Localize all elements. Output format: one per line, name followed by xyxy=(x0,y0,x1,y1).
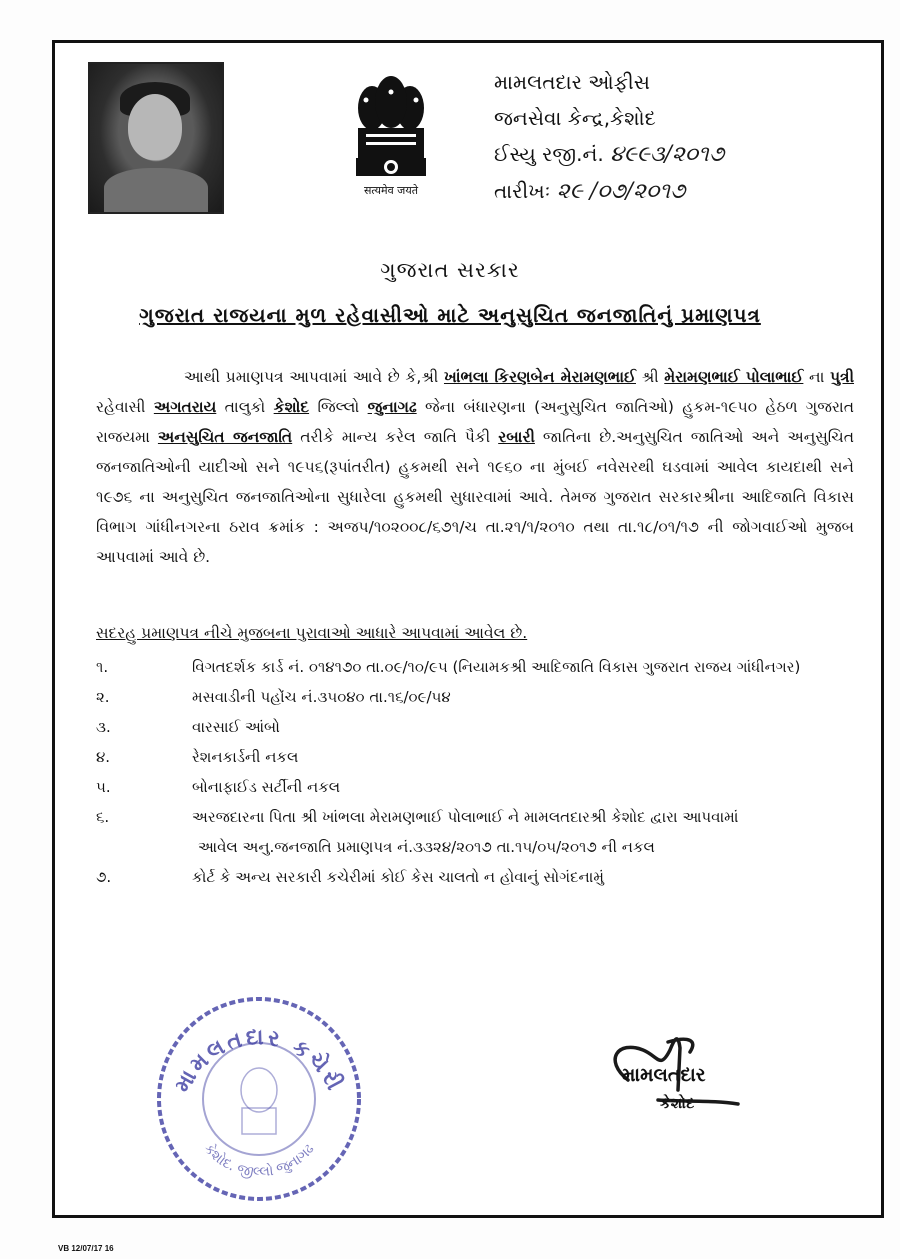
list-item xyxy=(96,652,856,682)
body-text: તાલુકો xyxy=(216,398,274,416)
list-item-continuation: આવેલ અનુ.જનજાતિ પ્રમાણપત્ર નં.૩૩૨૪/૨૦૧૭ તા.૧૫/૦૫/૨૦૧૭ ની નકલ xyxy=(198,838,655,856)
list-item xyxy=(96,742,856,772)
photo-shoulders xyxy=(104,168,208,212)
body-text: જિલ્લો xyxy=(309,398,368,416)
list-item xyxy=(96,712,856,742)
list-item xyxy=(96,682,856,712)
list-number: ૫. xyxy=(96,778,111,796)
applicant-photo xyxy=(88,62,224,214)
body-text: આથી પ્રમાણપત્ર આપવામાં આવે છે કે,શ્રી xyxy=(184,368,444,386)
body-text: શ્રી xyxy=(635,368,665,386)
list-number: ૧. xyxy=(96,658,109,676)
documents-list xyxy=(96,652,856,892)
signatory-place: કેશોદ xyxy=(660,1094,695,1112)
basis-heading: સદરહુ પ્રમાણપત્ર નીચે મુજબના પુરાવાઓ આધારે આપવામાં આવેલ છે. xyxy=(96,624,528,642)
government-title: ગુજરાત સરકાર xyxy=(380,258,520,282)
applicant-name: ખાંભલા કિરણબેન મેરામણભાઈ xyxy=(443,368,636,386)
list-text: કોર્ટ કે અન્ય સરકારી કચેરીમાં કોઈ કેસ ચાલતો ન હોવાનું સોગંદનામું xyxy=(192,868,604,886)
svg-text:કેશોદ. જીલ્લો જુનાગઢ xyxy=(200,1140,317,1180)
photo-face xyxy=(128,94,182,160)
list-text: વારસાઈ આંબો xyxy=(192,718,280,736)
svg-text:મામલતદાર કચેરી xyxy=(170,1025,349,1097)
issue-number: ૪૯૯૩/૨૦૧૭ xyxy=(610,142,725,167)
office-name: મામલતદાર ઓફીસ xyxy=(494,70,650,94)
date-value: ૨૯ /૦૭/૨૦૧૭ xyxy=(556,179,686,204)
national-emblem-icon xyxy=(336,70,446,195)
caste: રબારી xyxy=(498,428,535,446)
body-text: તરીકે માન્ય કરેલ જાતિ પૈકી xyxy=(292,428,499,446)
certificate-title: ગુજરાત રાજયના મુળ રહેવાસીઓ માટે અનુસુચિત જનજાતિનું પ્રમાણપત્ર xyxy=(139,303,761,327)
list-number: ૭. xyxy=(96,868,112,886)
district: જુનાગઢ xyxy=(367,398,417,416)
body-text: રહેવાસી xyxy=(96,398,154,416)
relation: પુત્રી xyxy=(830,368,855,386)
list-text: વિગતદર્શક કાર્ડ નં. ૦૧૪૧૭૦ તા.૦૯/૧૦/૯૫ (નિયામકશ્રી આદિજાતિ વિકાસ ગુજરાત રાજય ગાંધીનગર) xyxy=(192,658,801,676)
list-item xyxy=(96,772,856,802)
village: અગતરાય xyxy=(153,398,217,416)
father-name: મેરામણભાઈ પોલાભાઈ xyxy=(664,368,804,386)
emblem-motto: सत्यमेव जयते xyxy=(363,184,418,197)
list-number: ૬. xyxy=(96,808,110,826)
list-number: ૪. xyxy=(96,748,111,766)
list-number: ૨. xyxy=(96,688,110,706)
list-number: ૩. xyxy=(96,718,111,736)
stamp-top-text: મામલતદાર કચેરી xyxy=(170,1024,348,1097)
body-text: જેના બંધારણના (અનુસુચિત જાતિઓ) હુકમ-૧૯૫૦ હેઠળ ગુજરાત રાજયમા xyxy=(96,398,854,446)
center-name: જનસેવા કેન્દ્ર,કેશોદ xyxy=(494,106,656,130)
list-text: મસવાડીની પહોંચ નં.૩૫૦૪૦ તા.૧૬/૦૯/૫૪ xyxy=(192,688,451,706)
body-text: જાતિના છે.અનુસુચિત જાતિઓ અને અનુસુચિત જનજાતિઓની યાદીઓ સને ૧૯૫૬(રૂપાંતરીત) હુકમથી સને ૧૯૬૦ ના મુંબઈ નવેસરથી ઘડવામાં આવેલ કાયદાથી સને ૧૯૭૬ ના અનુસુચિત જનજાતિઓના સુધારેલા હુકમથી સુધારવામાં આવે. તેમજ ગુજરાત સરકારશ્રીના આદિજાતિ વિકાસ વિભાગ ગાંધીનગરના ઠરાવ ક્રમાંક : અજપ/૧૦૨૦૦૮/૬૭૧/ચ તા.૨૧/૧/૨૦૧૦ તથા તા.૧૮/૦૧/૧૭ ની જોગવાઈઓ મુજબ આપવામાં આવે છે. xyxy=(96,428,854,566)
list-text: બોનાફાઈડ સર્ટીની નકલ xyxy=(192,778,341,796)
body-text: ના xyxy=(803,368,830,386)
office-header xyxy=(494,64,724,210)
office-seal-stamp xyxy=(150,990,368,1208)
issue-label: ઈસ્યુ રજી.નં. xyxy=(494,142,604,166)
signatory-title: મામલતદાર xyxy=(622,1064,706,1086)
scan-footer-code: VB 12/07/17 16 xyxy=(58,1244,114,1253)
category: અનસુચિત જનજાતિ xyxy=(157,428,293,446)
stamp-bottom-text: કેશોદ. જીલ્લો જુનાગઢ xyxy=(200,1141,318,1181)
certificate-body xyxy=(96,362,854,572)
list-item xyxy=(96,802,856,832)
date-label: તારીખઃ xyxy=(494,179,551,203)
issue-registration xyxy=(494,136,724,173)
list-text: રેશનકાર્ડની નકલ xyxy=(192,748,299,766)
list-text: અરજદારના પિતા શ્રી ખાંભલા મેરામણભાઈ પોલાભાઈ ને મામલતદારશ્રી કેશોદ દ્વારા આપવામાં xyxy=(192,808,739,826)
taluka: કેશોદ xyxy=(273,398,310,416)
issue-date xyxy=(494,173,724,210)
list-item xyxy=(96,862,856,892)
